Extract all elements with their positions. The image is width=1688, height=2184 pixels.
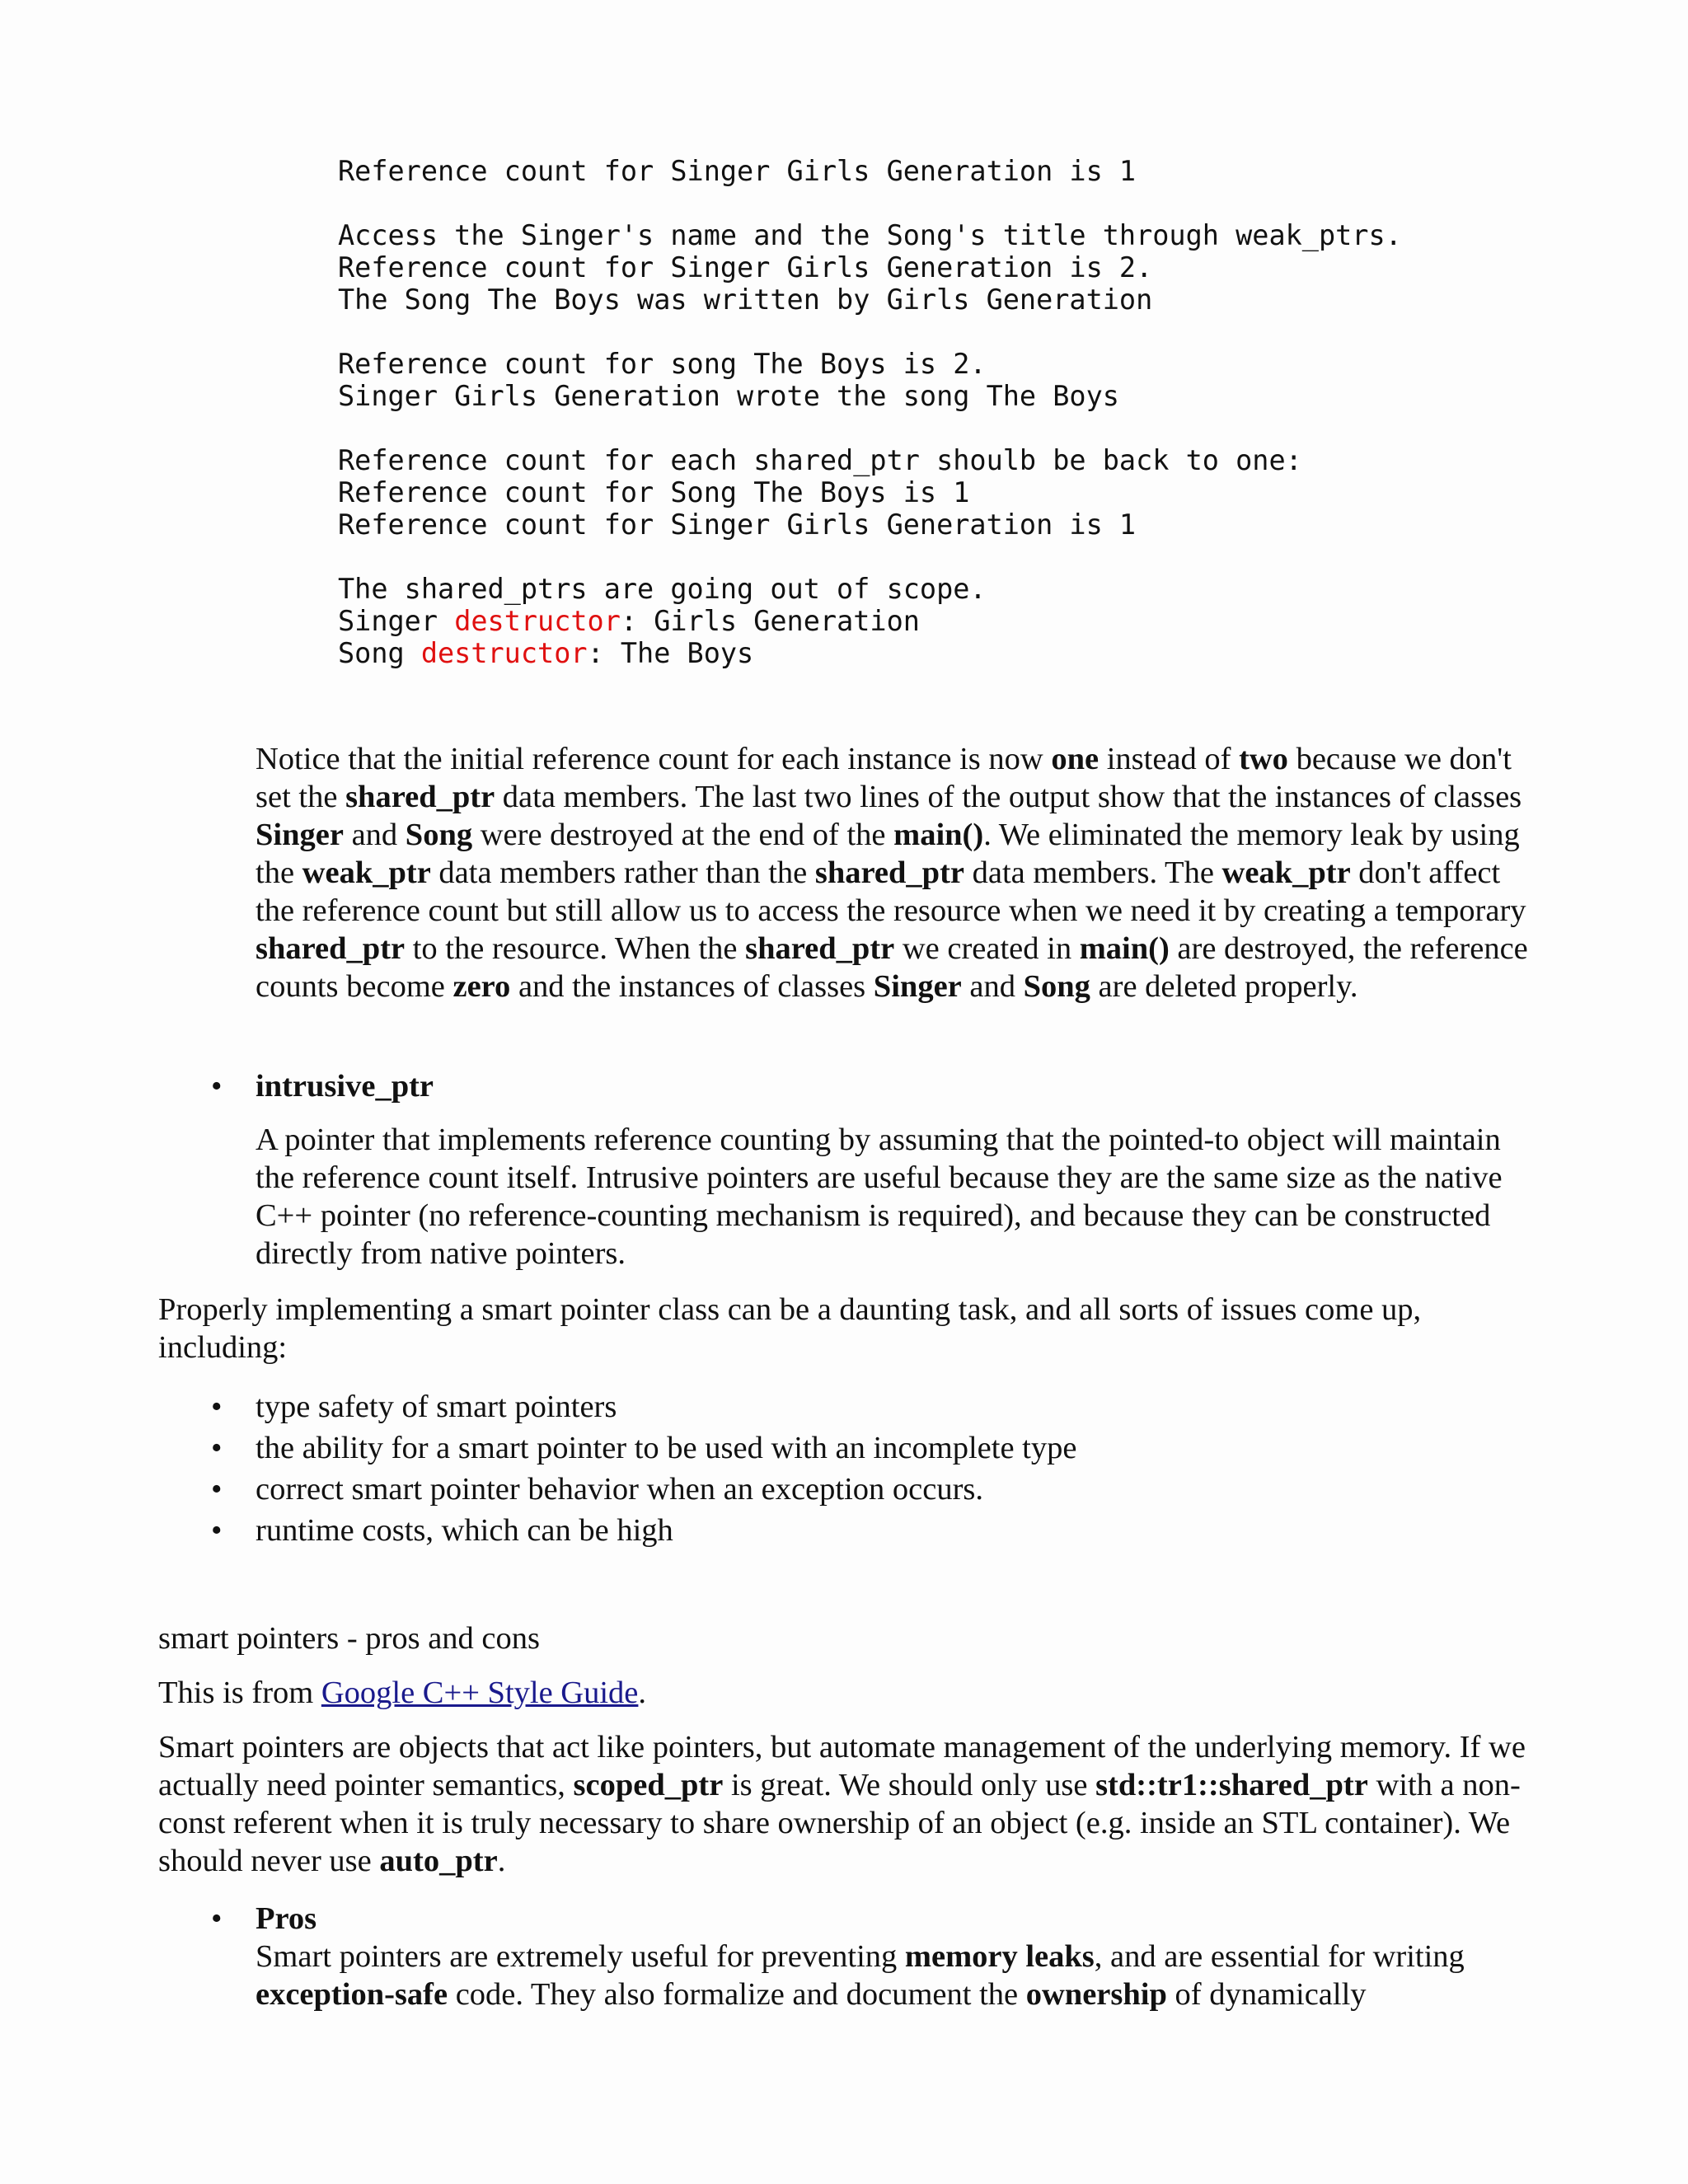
pros-title: Pros xyxy=(256,1901,317,1936)
console-line: Reference count for Singer Girls Generation is 1 xyxy=(338,509,1137,541)
bullet-dot: • xyxy=(211,1901,223,1936)
text-run: data members. The last two lines of the output show that the instances of classes xyxy=(495,780,1522,814)
bold-term: Singer xyxy=(873,969,962,1004)
intrusive-ptr-description: A pointer that implements reference counting by assuming that the pointed-to object will maintain the reference count itself. Intrusive pointers are useful because they are the same size as the native C++ pointer (no reference-counting mechanism is required), and because they can be constructed directly from native pointers. xyxy=(256,1122,1503,1271)
console-line xyxy=(338,541,1402,573)
bold-term: one xyxy=(1051,742,1100,776)
notice-paragraph xyxy=(256,740,1541,1005)
list-item xyxy=(211,1510,1076,1551)
text-run: with a non-const referent when it is truly necessary to share ownership of an object (e.g. inside an STL container). We should never use xyxy=(158,1768,1521,1878)
smart-pointers-paragraph xyxy=(158,1728,1543,1880)
bold-term: std::tr1::shared_ptr xyxy=(1095,1768,1368,1802)
bold-term: main() xyxy=(893,818,984,852)
text-run: is great. We should only use xyxy=(723,1768,1096,1802)
properly-paragraph: Properly implementing a smart pointer class can be a daunting task, and all sorts of issues come up, including: xyxy=(158,1292,1422,1365)
text-run: and xyxy=(343,818,406,852)
bold-term: zero xyxy=(452,969,511,1004)
text-run: and xyxy=(961,969,1024,1004)
text-run: of dynamically xyxy=(1166,1977,1367,2012)
bullet-dot: • xyxy=(211,1390,223,1424)
text-run: because we don't set the xyxy=(256,742,1512,814)
text-run: Smart pointers are extremely useful for preventing xyxy=(256,1939,905,1974)
intrusive-ptr-label: intrusive_ptr xyxy=(256,1069,434,1104)
text-run: are deleted properly. xyxy=(1090,969,1358,1004)
text-run: and the instances of classes xyxy=(510,969,874,1004)
console-line xyxy=(338,605,1402,637)
text-run: Notice that the initial reference count for each instance is now xyxy=(256,742,1052,776)
console-line: Access the Singer's name and the Song's title through weak_ptrs. xyxy=(338,219,1402,251)
console-text: : Girls Generation xyxy=(620,605,920,637)
list-item xyxy=(211,1427,1076,1469)
text-run: to the resource. When the xyxy=(405,931,746,966)
source-prefix: This is from xyxy=(158,1675,321,1710)
bold-term: shared_ptr xyxy=(745,931,895,966)
console-line: Reference count for Singer Girls Generation is 1 xyxy=(338,155,1137,187)
text-run: data members. The xyxy=(964,855,1222,890)
text-run: code. They also formalize and document the xyxy=(448,1977,1026,2012)
console-text: Song xyxy=(338,637,421,669)
bold-term: memory leaks xyxy=(904,1939,1095,1974)
bold-term: two xyxy=(1239,742,1288,776)
console-line: Reference count for song The Boys is 2. xyxy=(338,348,987,380)
text-run: don't affect the reference count but still allow us to access the resource when we need it by creating a temporary xyxy=(256,855,1526,928)
console-output xyxy=(338,155,1402,669)
bold-term: ownership xyxy=(1025,1977,1167,2012)
list-item xyxy=(211,1469,1076,1510)
list-item xyxy=(211,1386,1076,1427)
google-style-guide-link[interactable]: Google C++ Style Guide xyxy=(321,1675,639,1710)
list-item-text: correct smart pointer behavior when an exception occurs. xyxy=(256,1472,983,1507)
bold-term: auto_ptr xyxy=(379,1844,498,1878)
list-item-text: runtime costs, which can be high xyxy=(256,1513,673,1548)
bullet-dot: • xyxy=(211,1431,223,1465)
list-item-text: type safety of smart pointers xyxy=(256,1390,617,1424)
console-line: Reference count for each shared_ptr shoulb be back to one: xyxy=(338,444,1302,476)
issues-list xyxy=(211,1386,1076,1551)
keyword-destructor: destructor xyxy=(454,605,621,637)
bold-term: shared_ptr xyxy=(345,780,495,814)
intrusive-ptr-title xyxy=(256,1067,1541,1105)
console-line xyxy=(338,637,1402,669)
bold-term: weak_ptr xyxy=(1221,855,1351,890)
bold-term: exception-safe xyxy=(256,1977,448,2012)
text-run: are destroyed, the reference counts become xyxy=(256,931,1528,1004)
console-line: Reference count for Song The Boys is 1 xyxy=(338,476,970,509)
console-text: : The Boys xyxy=(587,637,754,669)
console-line xyxy=(338,412,1402,444)
console-text: Singer xyxy=(338,605,455,637)
text-run: . xyxy=(497,1844,506,1878)
console-line: Reference count for Singer Girls Generation is 2. xyxy=(338,251,1153,284)
keyword-destructor: destructor xyxy=(420,637,588,669)
bold-term: shared_ptr xyxy=(256,931,406,966)
bold-term: weak_ptr xyxy=(302,855,431,890)
bullet-dot: • xyxy=(211,1069,223,1104)
source-suffix: . xyxy=(638,1675,647,1710)
text-run: instead of xyxy=(1099,742,1240,776)
text-run: were destroyed at the end of the xyxy=(472,818,894,852)
bold-term: scoped_ptr xyxy=(573,1768,724,1802)
source-line xyxy=(158,1674,1543,1712)
section-heading: smart pointers - pros and cons xyxy=(158,1621,540,1656)
bold-term: Song xyxy=(1023,969,1090,1004)
text-run: . We eliminated the memory leak by using the xyxy=(256,818,1520,890)
text-run: , and are essential for writing xyxy=(1094,1939,1465,1974)
text-run: data members rather than the xyxy=(430,855,815,890)
bullet-dot: • xyxy=(211,1472,223,1507)
bold-term: shared_ptr xyxy=(814,855,964,890)
pros-body xyxy=(256,1939,1465,2012)
bold-term: Song xyxy=(405,818,473,852)
console-line xyxy=(338,316,1402,348)
pros-section xyxy=(256,1900,1541,2013)
bullet-dot: • xyxy=(211,1513,223,1548)
console-line: The shared_ptrs are going out of scope. xyxy=(338,573,987,605)
text-run: we created in xyxy=(894,931,1080,966)
bold-term: Singer xyxy=(256,818,344,852)
console-line xyxy=(338,187,1402,219)
text-run: Smart pointers are objects that act like pointers, but automate management of the underlying memory. If we actually need pointer semantics, xyxy=(158,1730,1526,1802)
console-line: The Song The Boys was written by Girls Generation xyxy=(338,284,1153,316)
bold-term: main() xyxy=(1079,931,1170,966)
list-item-text: the ability for a smart pointer to be used with an incomplete type xyxy=(256,1431,1077,1465)
console-line: Singer Girls Generation wrote the song The Boys xyxy=(338,380,1119,412)
